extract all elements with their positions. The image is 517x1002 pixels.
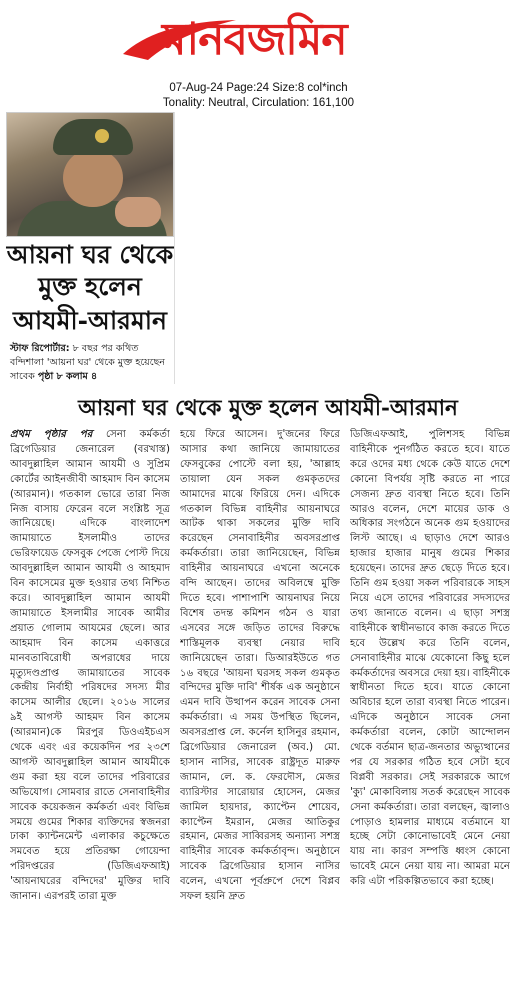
front-page-teaser [6, 112, 175, 384]
column-1-text: সেনা কর্মকর্তা ব্রিগেডিয়ার জেনারেল (বরখাস্ত) আবদুল্লাহিল আমান আযমী ও সুপ্রিম কোর্টের আইনজীবী আহমাদ বিন কাসেম (আরমান)। গতকাল ভোরে তারা নিজ নিজ বাসায় ফেরেন বলে সংশ্লিষ্ট সূত্র জানিয়েছে। এদিকে বাংলাদেশ জামায়াতে ইসলামীও তাদের ভেরিফায়েড ফেসবুক পেজে পোস্ট দিয়ে আবদুল্লাহিল আমান আযমী ও আহমাদ বিন কাসেমের মুক্ত হওয়ার তথ্য নিশ্চিত করে। আবদুল্লাহিল আমান আযমী জামায়াতে ইসলামীর সাবেক আমীর প্রয়াত গোলাম আযমের ছেলে। আর আহমাদ বিন কাসেম একাত্তরে মানবতাবিরোধী অপরাধের দায়ে মৃত্যুদণ্ডপ্রাপ্ত জামায়াতের সাবেক কেন্দ্রীয় নির্বাহী পরিষদের সদস্য মীর কাসেম আলীর ছেলে। ২০১৬ সালের ৯ই আগস্ট আহমদ বিন কাসেম (আরমান)কে মিরপুর ডিওএইচএস থেকে এবং এর কয়েকদিন পর ২৩শে আগস্ট আবদুল্লাহিল আমান আযমীকে গুম করা হয় বলে তাদের পরিবারের অভিযোগ। সোমবার রাতে সেনাবাহিনীর সাবেক কয়েকজন কর্মকর্তা এবং বিভিন্ন সময়ে গুমের শিকার ব্যক্তিদের স্বজনরা ঢাকা ক্যান্টনমেন্ট এলাকার কচুক্ষেতে সমবেত হয়ে প্রতিরক্ষা গোয়েন্দা পরিদপ্তরের (ডিজিএফআই) 'আয়নাঘরের বন্দিদের' মুক্তির দাবি জানান। এরপরই তারা মুক্ত [10, 429, 170, 903]
article-column-3: ডিজিএফআই, পুলিশসহ বিভিন্ন বাহিনীকে পুনর্গঠিত করতে হবে। যাতে করে ওদের মধ্য থেকে কেউ যাতে দেশে কোনো বিপর্যয় সৃষ্টি করতে না পারে সেজন্য দ্রুত ব্যবস্থা নিতে হবে। তিনি আরও বলেন, দেশে মায়ের ডাক ও অধিকার সংগঠনে অনেক গুম হওয়াদের লিস্ট আছে। এ ছাড়াও দেশে আরও হাজার হাজার মানুষ গুমের শিকার হয়েছেন। তাদের দ্রুত ছেড়ে দিতে হবে। তিনি গুম হওয়া সকল পরিবারকে সাহস নিয়ে এসে তাদের পরিবারের সদস্যদের তথ্য জানাতে বলেন। এ ছাড়া সশস্ত্র বাহিনীকে স্বাধীনভাবে কাজ করতে দিতে হবে উল্লেখ করে তিনি বলেন, সেনাবাহিনীর মাঝে যেকোনো কিছু হলে কর্মকর্তাদের অবসরে দেয়া হয়। বাহিনীকে স্বাধীনতা দিতে হবে। যাতে কোনো অবিচার হলে তারা ব্যবস্থা নিতে পারেন। এদিকে অনুষ্ঠানে সাবেক সেনা কর্মকর্তারা বলেন, কোটা আন্দোলন থেকে বর্তমান ছাত্র-জনতার অভ্যুত্থানের পর যে সরকার গঠিত হবে সেটা হবে বিপ্লবী সরকার। সেই সরকারকে আগে 'ক্যু' মোকাবিলায় সতর্ক করেছেন সাবেক সেনা কর্মকর্তারা। তারা বলছেন, জ্বালাও পোড়াও হামলার মাধ্যমে বর্তমানে যা হচ্ছে সেটা কোনোভাবেই মেনে নেয়া যায় না। কারণ সম্পত্তি ধ্বংস কোনো ভাবেই মেনে নেয়া যায় না। আমরা মনে করি এটা পরিকল্পিতভাবে করা হচ্ছে। [350, 429, 510, 888]
lead-jump-label: প্রথম পৃষ্ঠার পর [10, 429, 93, 440]
article-column-1 [10, 428, 170, 996]
front-headline-line2: মুক্ত হলেন [38, 272, 142, 301]
jump-reference: পৃষ্ঠা ৮ কলাম ৪ [37, 371, 98, 382]
masthead [0, 0, 517, 82]
teaser: ৮ বছর পর কথিত বন্দিশালা 'আয়না ঘর' থেকে মুক্ত হয়েছেন সাবেক [10, 343, 165, 382]
article-column-2: হয়ে ফিরে আসেন। দু'জনের ফিরে আসার কথা জানিয়ে জামায়াতের ফেসবুকের পোস্টে বলা হয়, 'আল্লাহ তায়ালা যেন সকল গুমকৃতদের আমাদের মাঝে ফিরিয়ে দেন। এদিকে গতকাল বিভিন্ন বাহিনীর আয়নাঘরে আটক থাকা সকলের মুক্তি দাবি করেছেন সেনাবাহিনীর অবসরপ্রাপ্ত কর্মকর্তারা। তারা জানিয়েছেন, বিভিন্ন বাহিনীর আয়নাঘরে এখনো অনেকে বন্দি আছেন। তাদের অবিলম্বে মুক্তি দিতে হবে। পাশাপাশি আয়নাঘর নিয়ে বিশেষ তদন্ত কমিশন গঠন ও যারা এসবের সঙ্গে জড়িত তাদের বিরুদ্ধে শাস্তিমূলক ব্যবস্থা নেয়ার দাবি জানিয়েছেন তারা। ডিআরইউতে গত ১৬ বছরে 'আয়না ঘরসহ সকল গুমকৃত বন্দিদের মুক্তি দাবি' শীর্ষক এক অনুষ্ঠানে এমন দাবি উত্থাপন করেন সাবেক সেনা কর্মকর্তারা। এ সময় উপস্থিত ছিলেন, অবসরপ্রাপ্ত লে. কর্নেল হাসিনুর রহমান, ব্রিগেডিয়ার জেনারেল (অব.) মো. হাসান নাসির, সাবেক রাষ্ট্রদূত মারুফ জামান, লে. ক. ফেরদৌস, মেজর ব্যারিস্টার সারোয়ার হোসেন, মেজর জামিল হায়দার, ক্যাপ্টেন শোয়েব, ক্যাপ্টেন ইমরান, মেজর আতিকুর রহমান, মেজর সাব্বিরসহ অন্যান্য সশস্ত্র বাহিনীর সাবেক কর্মকর্তাবৃন্দ। অনুষ্ঠানে সাবেক ব্রিগেডিয়ার হাসান নাসির বলেন, এখনো পূর্বপ্রুপে দেশে বিপ্লব সফল হয়নি দ্রুত [180, 429, 340, 903]
clipping-meta-line2: Tonality: Neutral, Circulation: 161,100 [162, 97, 355, 109]
front-headline-line1: আয়না ঘর থেকে [6, 240, 174, 269]
front-teaser-text [10, 342, 174, 384]
clipping-meta-line1: 07-Aug-24 Page:24 Size:8 col*inch [169, 82, 348, 94]
front-headline-line3: আযমী-আরমান [13, 306, 167, 335]
officer-photo [6, 112, 174, 237]
byline: স্টাফ রিপোর্টার: [10, 343, 70, 354]
article-title: আয়না ঘর থেকে মুক্ত হলেন আযমী-আরমান [78, 396, 458, 421]
article-body [10, 428, 512, 996]
newspaper-logo: মানবজমিন [162, 14, 347, 65]
